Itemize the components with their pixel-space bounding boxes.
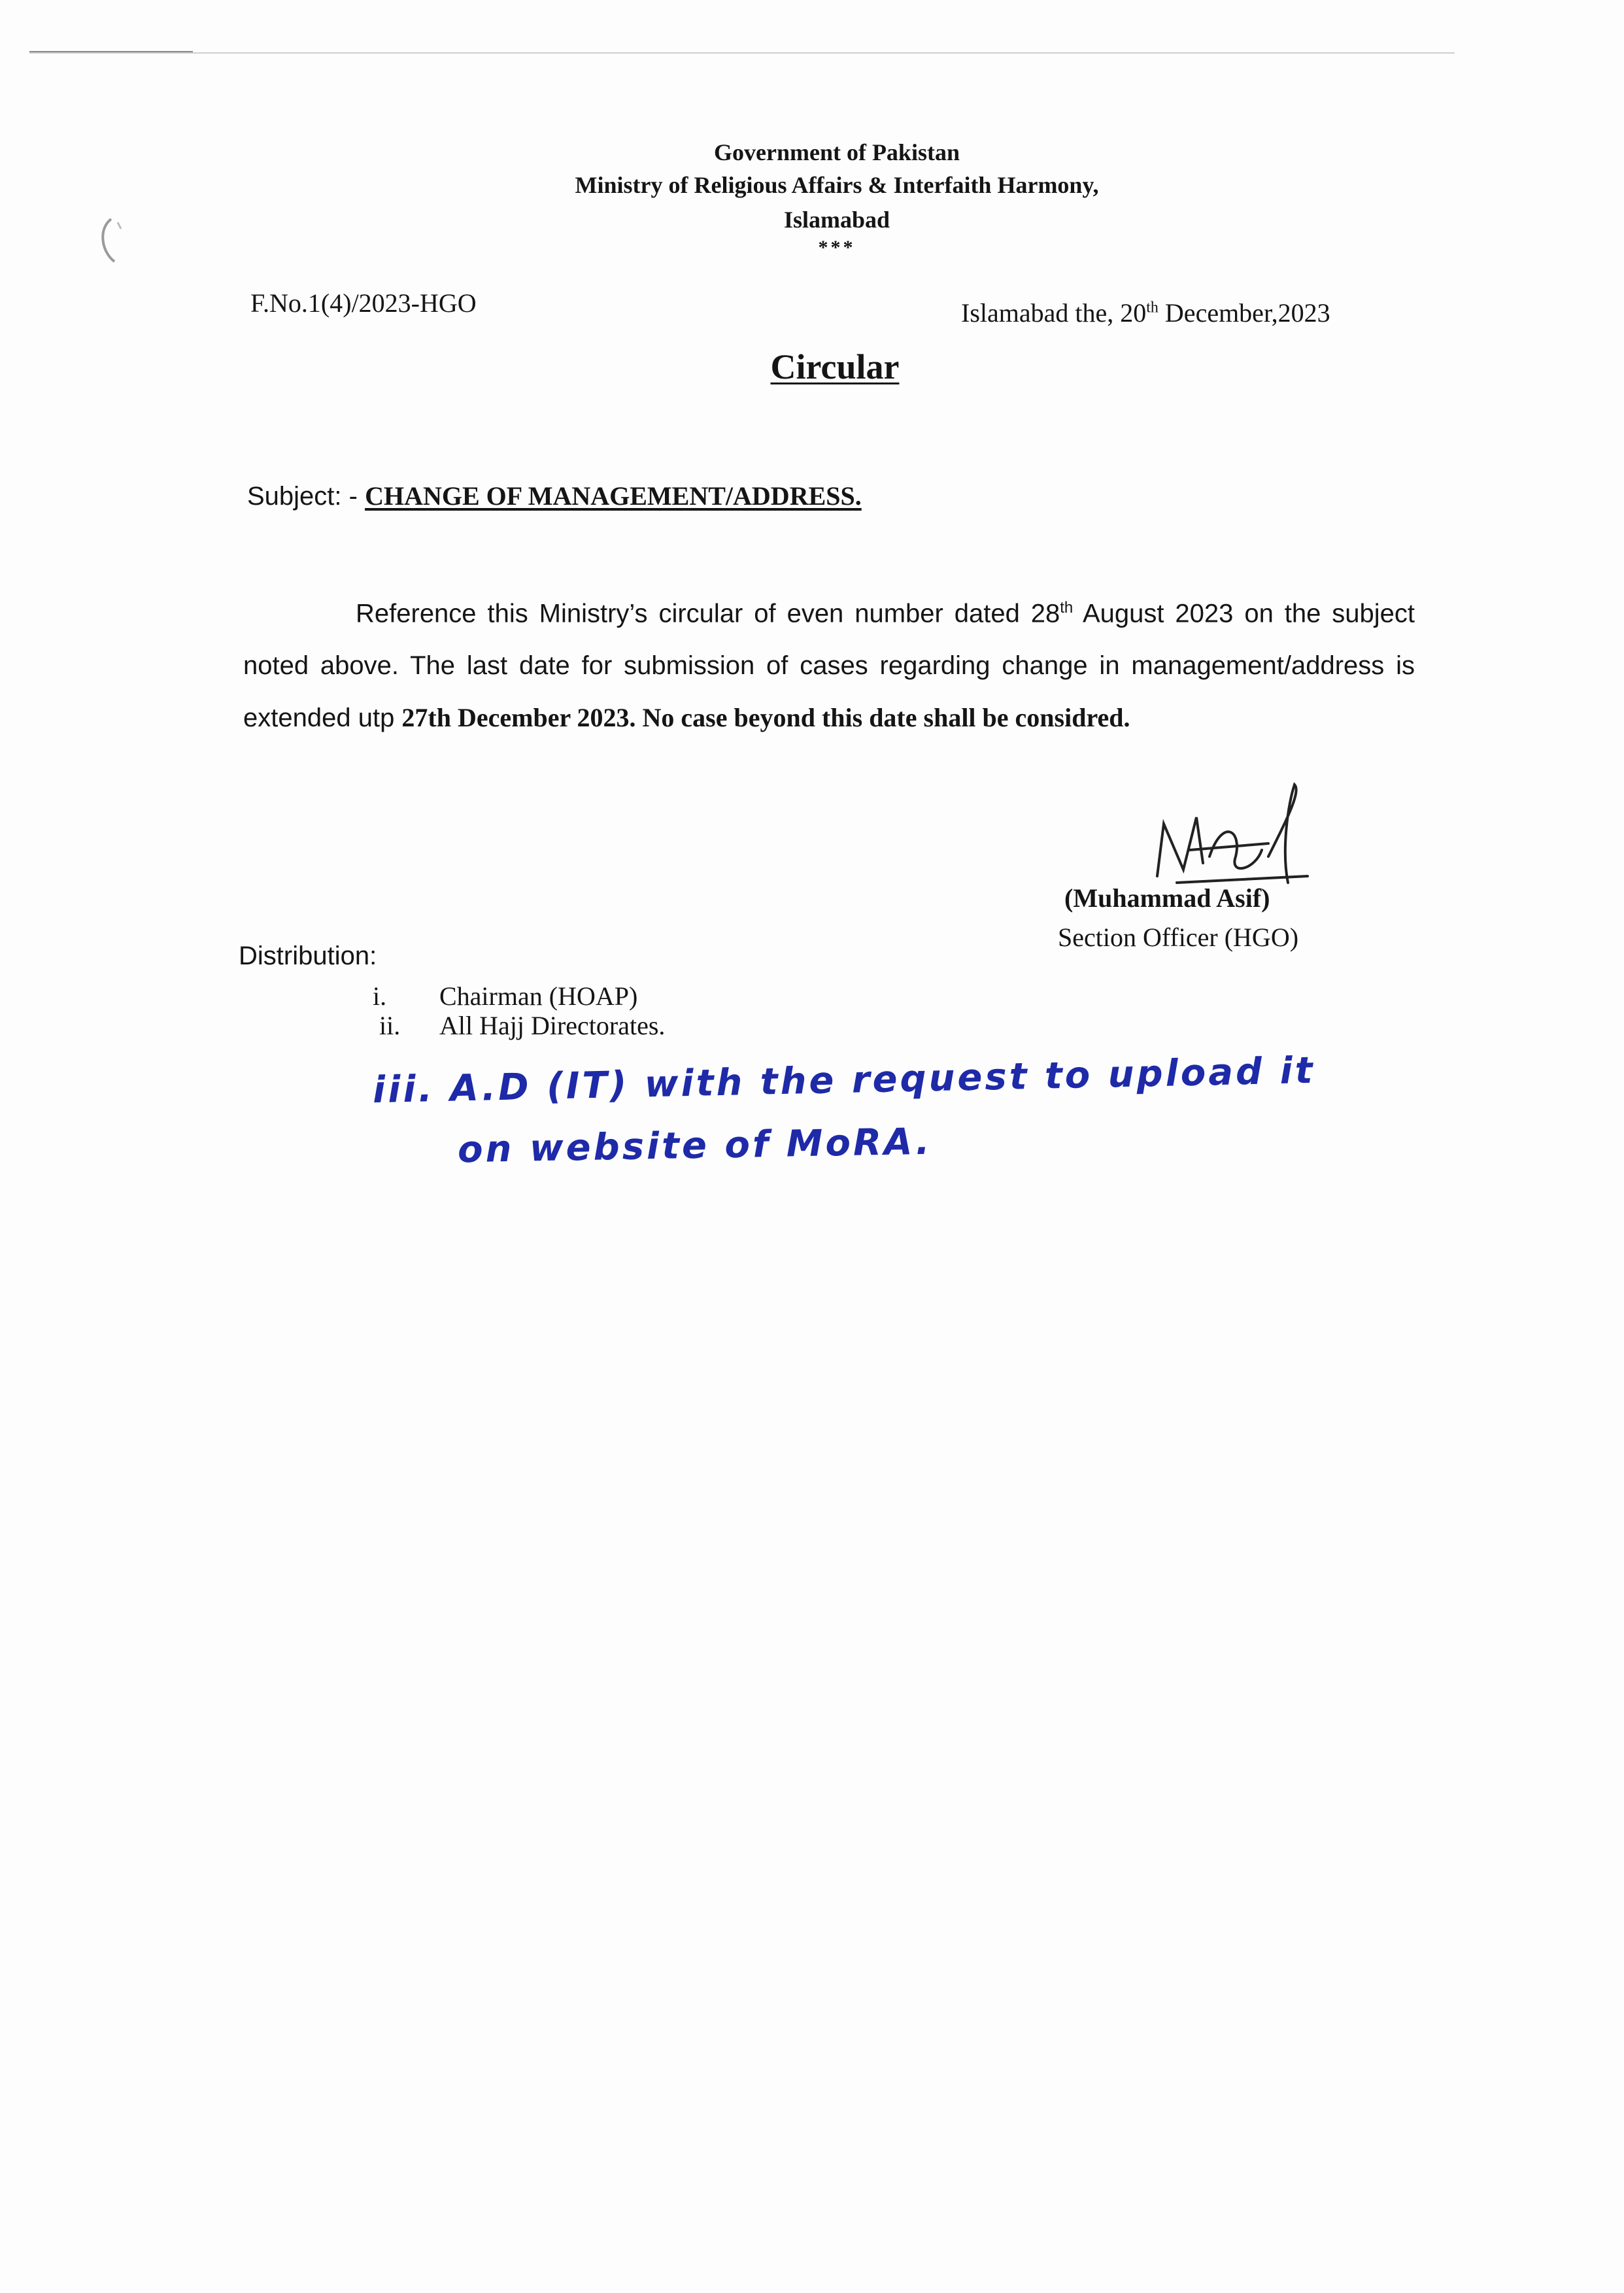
date-suffix: December,2023 [1158,298,1330,328]
date-sup: th [1146,299,1159,316]
body-part1: Reference this Ministry’s circular of even number dated 28 [356,599,1060,628]
handwritten-note-line1: iii. A.D (IT) with the request to upload it [372,1049,1316,1112]
handwritten-note-line2: on website of MoRA. [457,1120,933,1172]
distribution-item-number: i. [373,981,387,1011]
header-government: Government of Pakistan [714,139,960,165]
issue-date [961,297,1330,328]
document-title: Circular [770,347,900,386]
distribution-label: Distribution: [239,942,377,970]
body-sup: th [1060,599,1074,617]
header-ministry: Ministry of Religious Affairs & Interfaith Harmony, [575,172,1099,198]
distribution-item-text: All Hajj Directorates. [439,1011,666,1040]
signatory-title: Section Officer (HGO) [1058,923,1299,952]
distribution-item-number: ii. [379,1011,401,1040]
subject-label: Subject: - [247,482,365,511]
header-city: Islamabad [783,207,890,233]
distribution-item-text: Chairman (HOAP) [439,981,638,1011]
body-part2: August 2023 on the subject noted above. The last date for submission of cases regarding change in management/address is extended utp [243,599,1415,733]
body-paragraph [243,582,1415,744]
header-stars: *** [818,237,856,258]
file-number: F.No.1(4)/2023-HGO [250,288,477,318]
subject-text: CHANGE OF MANAGEMENT/ADDRESS. [365,481,862,511]
body-bold: 27th December 2023. No case beyond this date shall be considred. [401,703,1130,733]
scan-edge-line [29,52,1455,54]
date-prefix: Islamabad the, 20 [961,298,1147,328]
signatory-name: (Muhammad Asif) [1064,883,1270,913]
subject-line [247,481,862,511]
